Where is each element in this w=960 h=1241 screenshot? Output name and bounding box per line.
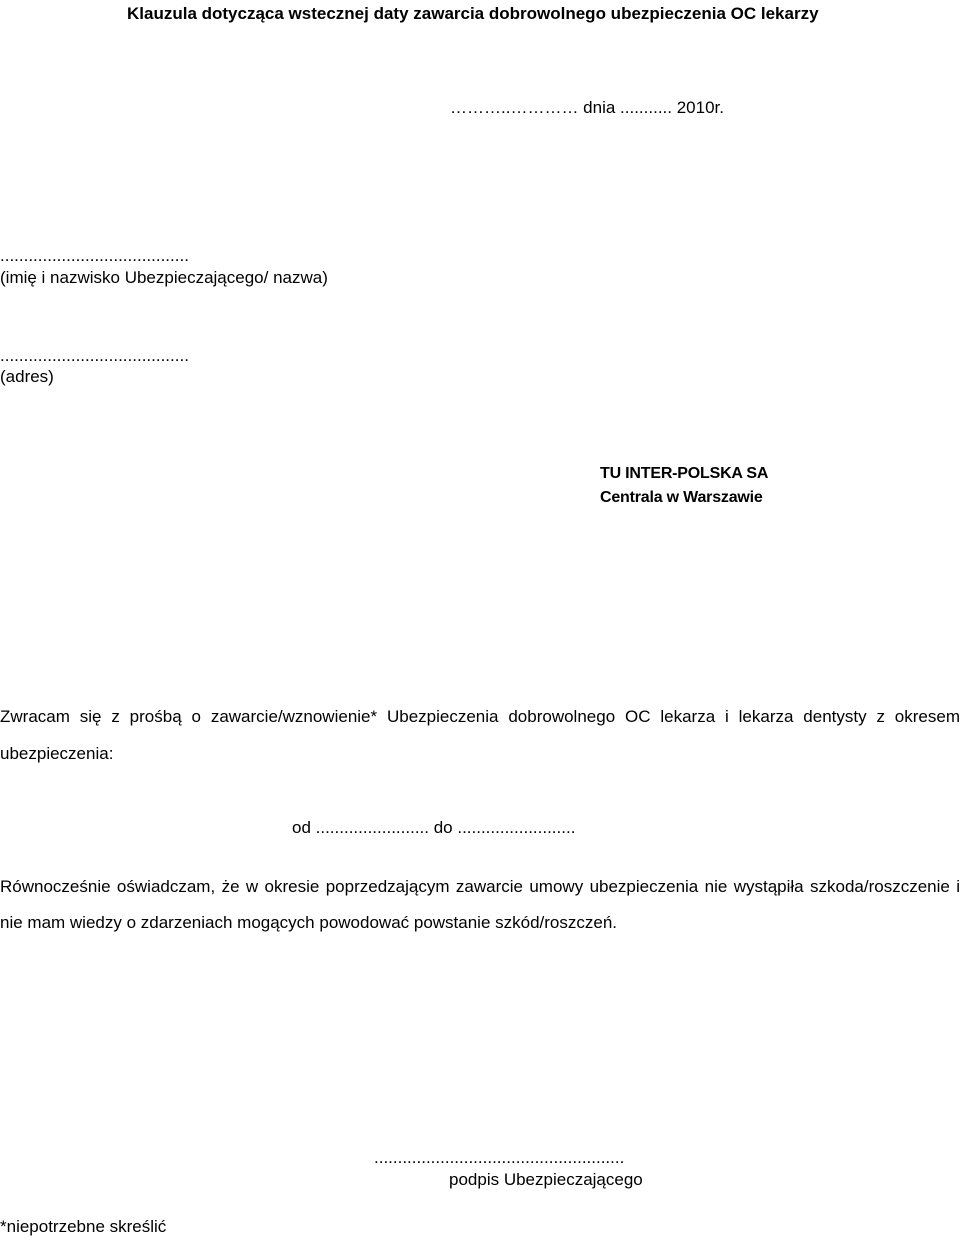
address-dots: ........................................ xyxy=(0,346,189,365)
signature-dots: ..................................................... xyxy=(374,1148,625,1167)
applicant-name-caption: (imię i nazwisko Ubezpieczającego/ nazwa) xyxy=(0,268,328,287)
statement-paragraph-line-1: Równocześnie oświadczam, że w okresie poprzedzającym zawarcie umowy ubezpieczenia nie wystąpiła szkoda/roszczenie i xyxy=(0,877,960,896)
signature-caption: podpis Ubezpieczającego xyxy=(449,1170,643,1189)
applicant-name-dots: ........................................ xyxy=(0,246,189,265)
recipient-branch: Centrala w Warszawie xyxy=(600,489,763,506)
footnote: *niepotrzebne skreślić xyxy=(0,1217,167,1236)
request-paragraph-line-2: ubezpieczenia: xyxy=(0,744,114,763)
request-paragraph-line-1: Zwracam się z prośbą o zawarcie/wznowienie* Ubezpieczenia dobrowolnego OC lekarza i lekarza dentysty z okresem xyxy=(0,707,960,726)
recipient-company: TU INTER-POLSKA SA xyxy=(600,465,769,482)
document-title: Klauzula dotycząca wstecznej daty zawarcia dobrowolnego ubezpieczenia OC lekarzy xyxy=(127,4,819,23)
statement-paragraph-line-2: nie mam wiedzy o zdarzeniach mogących powodować powstanie szkód/roszczeń. xyxy=(0,913,618,932)
date-line: ………..………… dnia ........... 2010r. xyxy=(450,98,724,117)
insurance-period: od ........................ do ......................... xyxy=(292,818,576,837)
address-caption: (adres) xyxy=(0,367,54,386)
